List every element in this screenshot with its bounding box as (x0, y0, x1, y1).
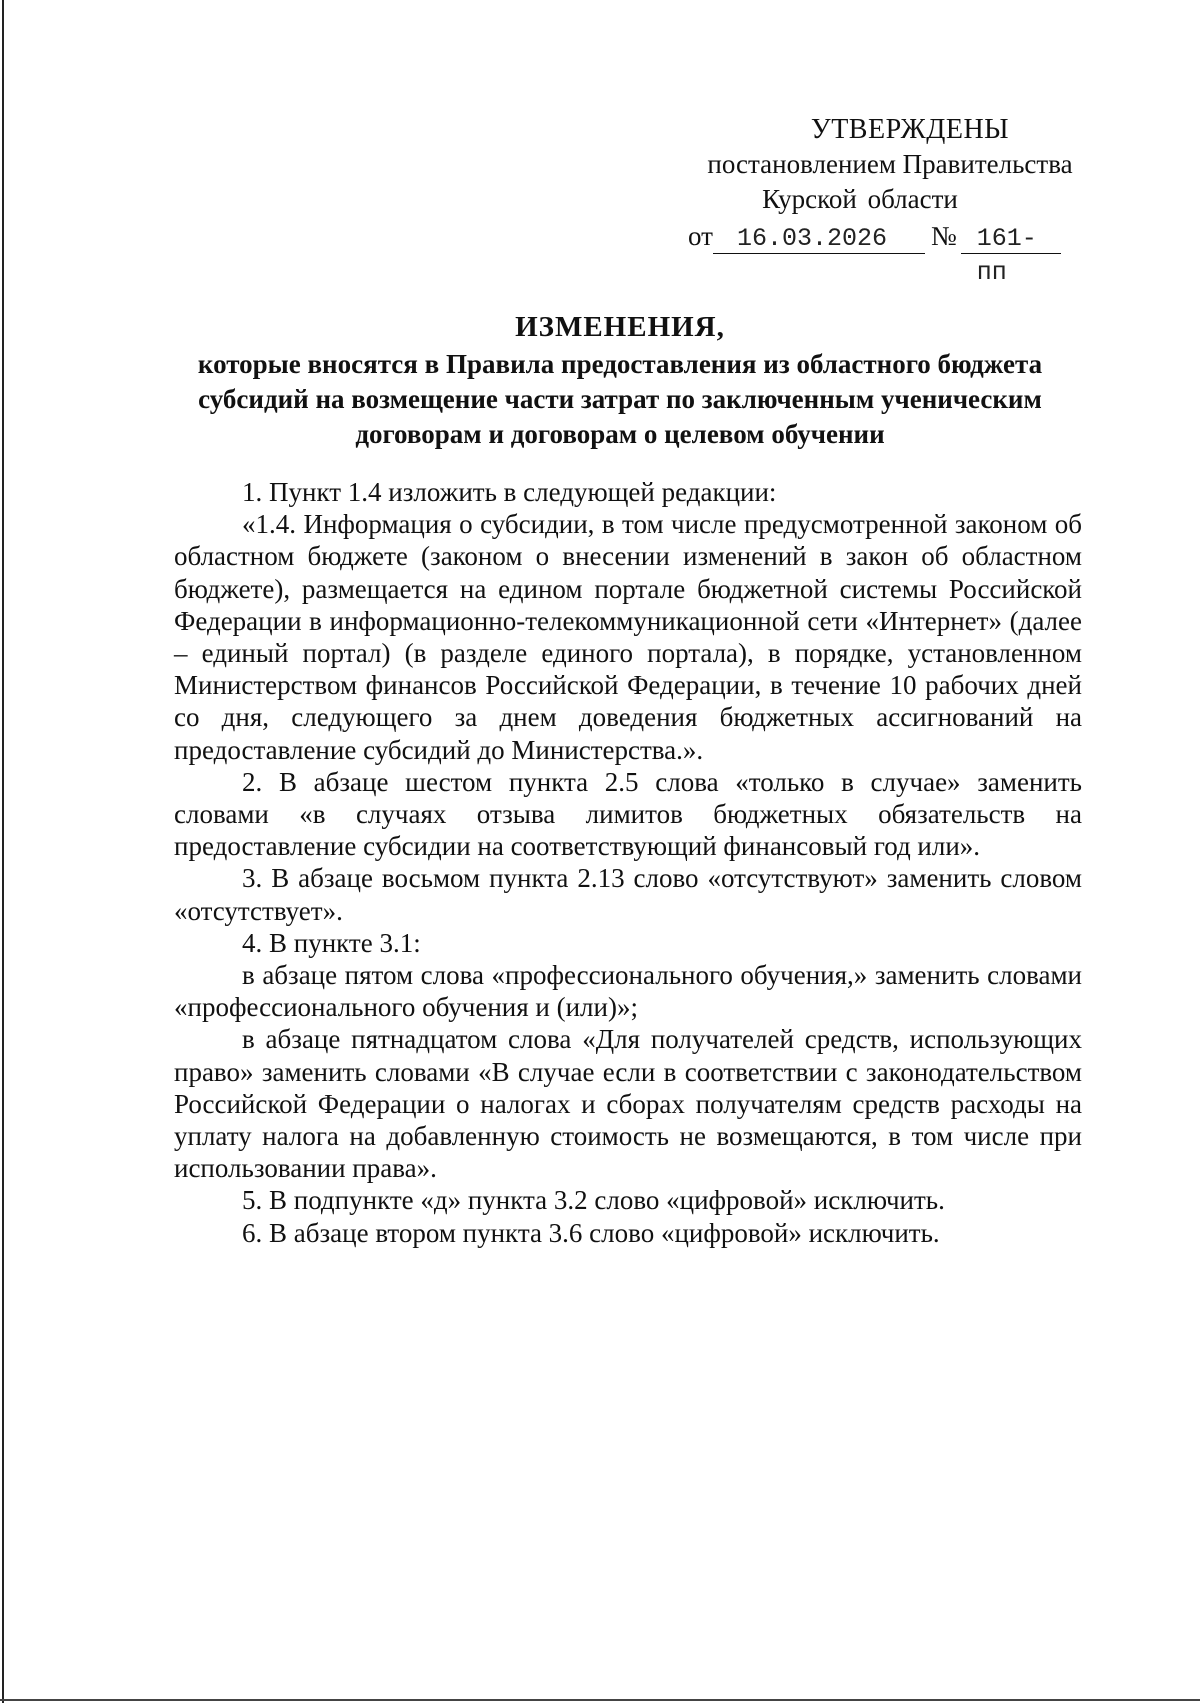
paragraph-quote-1-4: «1.4. Информация о субсидии, в том числе предусмотренной законом об областном бюджете (законом о внесении изменений в закон об областном бюджете), размещается на едином портале бюджетной системы Российской Федерации в информационно-телекоммуникационной сети «Интернет» (далее – единый портал) (в разделе единого портала), в порядке, установленном Министерством финансов Российской Федерации, в течение 10 рабочих дней со дня, следующего за днем доведения бюджетных ассигнований на предоставление субсидий до Министерства.». (174, 509, 1082, 765)
approval-line-2: Курской области (762, 184, 958, 214)
document-subtitle-line: договорам и договорам о целевом обучении (355, 419, 885, 449)
paragraph-item-6: 6. В абзаце втором пункта 3.6 слово «цифровой» исключить. (242, 1217, 940, 1248)
paragraph-item-3: 3. В абзаце восьмом пункта 2.13 слово «отсутствуют» заменить словом «отсутствует». (174, 863, 1082, 926)
paragraph-item-4-sub-1: в абзаце пятом слова «профессионального обучения,» заменить словами «профессионального обучения и (или)»; (174, 960, 1082, 1023)
date-value: 16.03.2026 (713, 222, 925, 254)
approval-heading: УТВЕРЖДЕНЫ (810, 114, 1010, 145)
approval-line-1: постановлением Правительства (707, 149, 1073, 179)
document-subtitle-line: субсидий на возмещение части затрат по заключенным ученическим (198, 384, 1042, 414)
document-subtitle-line: которые вносятся в Правила предоставления из областного бюджета (197, 349, 1043, 379)
approval-date-number-line (680, 219, 1100, 287)
paragraph-item-2: 2. В абзаце шестом пункта 2.5 слова «только в случае» заменить словами «в случаях отзыва лимитов бюджетных обязательств на предоставление субсидии на соответствующий финансовый год или». (174, 766, 1082, 862)
document-title: ИЗМЕНЕНИЯ, (515, 311, 725, 343)
number-prefix: № (930, 221, 957, 251)
paragraph-item-4: 4. В пункте 3.1: (242, 927, 421, 958)
paragraph-item-1: 1. Пункт 1.4 изложить в следующей редакции: (242, 477, 777, 507)
paragraph-item-5: 5. В подпункте «д» пункта 3.2 слово «цифровой» исключить. (242, 1185, 945, 1216)
number-value: 161-пп (961, 222, 1061, 254)
date-prefix: от (688, 221, 713, 251)
approval-stamp-block (680, 112, 1100, 287)
scan-edge-left (2, 0, 4, 1703)
document-body (174, 476, 1082, 1249)
scan-edge-bottom (0, 1699, 1200, 1701)
document-title-block (170, 310, 1070, 452)
paragraph-item-4-sub-2: в абзаце пятнадцатом слова «Для получателей средств, использующих право» заменить словами «В случае если в соответствии с законодательством Российской Федерации о налогах и сборах получателям средств расходы на уплату налога на добавленную стоимость не возмещаются, в том числе при использовании права». (174, 1024, 1082, 1184)
